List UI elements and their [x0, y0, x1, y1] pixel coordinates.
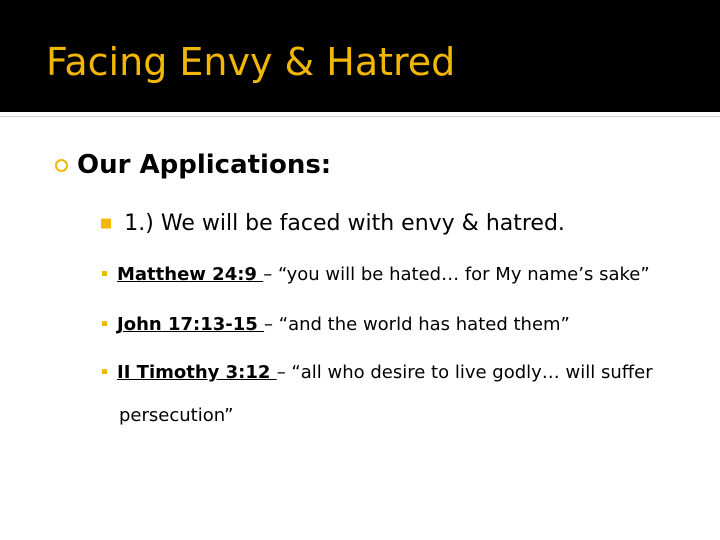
small-square-bullet-icon: [102, 321, 107, 326]
scripture-quote: – “you will be hated… for My name’s sake”: [263, 264, 650, 285]
scripture-quote: – “and the world has hated them”: [264, 314, 570, 335]
scripture-reference: Matthew 24:9: [117, 264, 264, 285]
scripture-point: [102, 352, 702, 394]
square-bullet-icon: ■: [100, 216, 113, 231]
title-divider: [0, 116, 720, 117]
ring-bullet-icon: [55, 159, 68, 172]
title-bar: [0, 0, 720, 112]
small-square-bullet-icon: [102, 369, 107, 374]
scripture-point: [102, 304, 702, 346]
scripture-quote-continuation: persecution”: [119, 405, 234, 426]
scripture-point: [102, 254, 702, 296]
scripture-quote: – “all who desire to live godly… will suffer: [276, 362, 653, 383]
main-point: [100, 211, 565, 236]
scripture-reference: II Timothy 3:12: [117, 362, 277, 383]
slide-title: Facing Envy & Hatred: [46, 40, 456, 84]
applications-heading-text: Our Applications:: [77, 150, 332, 180]
main-point-text: 1.) We will be faced with envy & hatred.: [124, 211, 565, 236]
small-square-bullet-icon: [102, 271, 107, 276]
scripture-reference: John 17:13-15: [117, 314, 265, 335]
applications-heading: [55, 150, 331, 180]
